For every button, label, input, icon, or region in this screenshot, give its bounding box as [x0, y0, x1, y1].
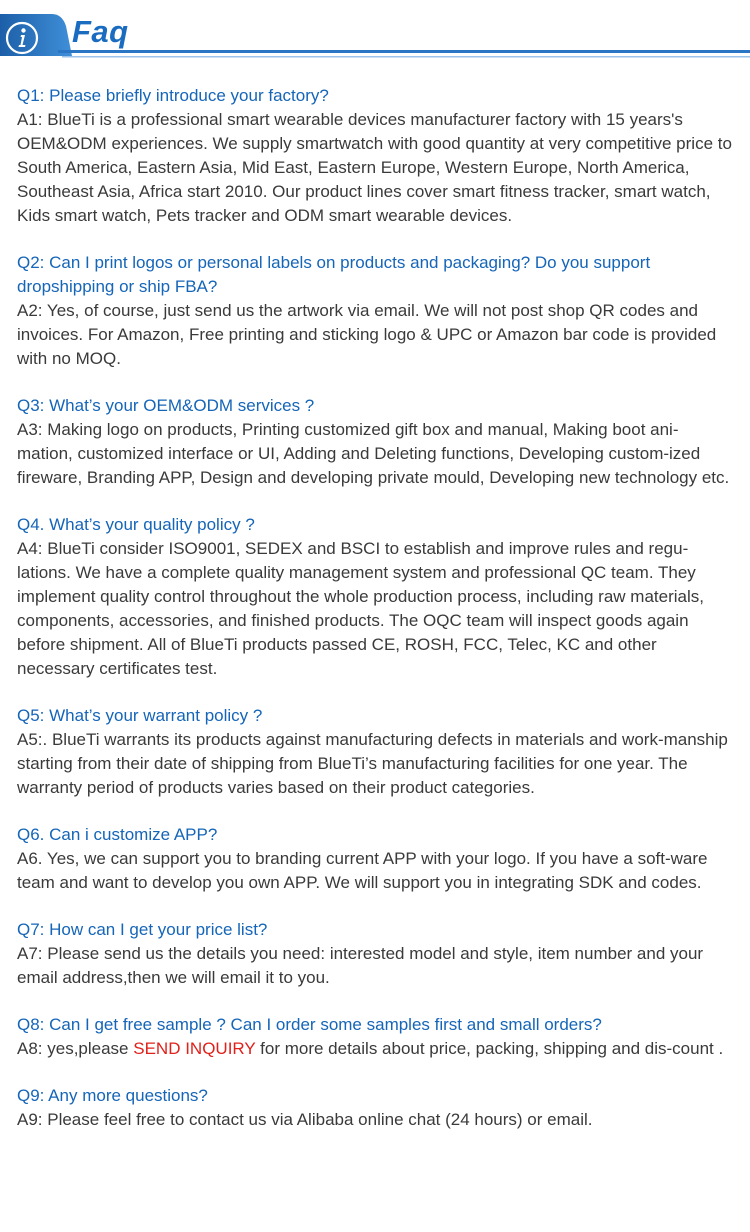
answer-text: A8: yes,please	[17, 1039, 134, 1058]
page-title: Faq	[72, 14, 129, 49]
send-inquiry-link[interactable]: SEND INQUIRY	[133, 1039, 256, 1058]
faq-item-9	[17, 1084, 733, 1132]
faq-list	[17, 84, 733, 1155]
faq-item-4	[17, 513, 733, 681]
faq-question: Q3: What’s your OEM&ODM services ?	[17, 396, 315, 415]
faq-question: Q6. Can i customize APP?	[17, 825, 218, 844]
faq-answer: A1: BlueTi is a professional smart wearable devices manufacturer factory with 15 years's OEM&ODM experiences. We supply smartwatch with good quantity at very competitive price to South America, Eastern Asia, Mid East, Eastern Europe, Western Europe, North America, Southeast Asia, Africa start 2010. Our product lines cover smart fitness tracker, smart watch, Kids smart watch, Pets tracker and ODM smart wearable devices.	[17, 110, 732, 225]
faq-item-1	[17, 84, 733, 228]
faq-question: Q8: Can I get free sample ? Can I order some samples first and small orders?	[17, 1015, 602, 1034]
faq-answer: A9: Please feel free to contact us via Alibaba online chat (24 hours) or email.	[17, 1110, 593, 1129]
faq-item-5	[17, 704, 733, 800]
info-icon	[4, 20, 40, 56]
faq-question: Q4. What’s your quality policy ?	[17, 515, 255, 534]
faq-question: Q2: Can I print logos or personal labels on products and packaging? Do you support dropshipping or ship FBA?	[17, 253, 651, 296]
faq-item-6	[17, 823, 733, 895]
answer-text: for more details about price, packing, shipping and dis-count .	[255, 1039, 724, 1058]
faq-answer: A4: BlueTi consider ISO9001, SEDEX and BSCI to establish and improve rules and regu-lations. We have a complete quality management system and professional QC team. They implement quality control throughout the whole production process, including raw materials, components, accessories, and finished products. The OQC team will inspect goods again before shipment. All of BlueTi products passed CE, ROSH, FCC, Telec, KC and other necessary certificates test.	[17, 539, 704, 678]
faq-answer: A3: Making logo on products, Printing customized gift box and manual, Making boot ani-mation, customized interface or UI, Adding and Deleting functions, Developing custom-ized fireware, Branding APP, Design and developing private mould, Developing new technology etc.	[17, 420, 730, 487]
faq-item-3	[17, 394, 733, 490]
faq-answer: A2: Yes, of course, just send us the artwork via email. We will not post shop QR codes and invoices. For Amazon, Free printing and sticking logo & UPC or Amazon bar code is provided with no MOQ.	[17, 301, 717, 368]
faq-question: Q5: What’s your warrant policy ?	[17, 706, 263, 725]
faq-answer	[17, 1037, 733, 1061]
faq-header	[0, 0, 750, 68]
faq-item-2	[17, 251, 733, 371]
faq-question: Q9: Any more questions?	[17, 1086, 208, 1105]
faq-answer: A5:. BlueTi warrants its products against manufacturing defects in materials and work-manship starting from their date of shipping from BlueTi’s manufacturing facilities for one year. The warranty period of products varies based on their product categories.	[17, 730, 728, 797]
faq-answer: A7: Please send us the details you need: interested model and style, item number and your email address,then we will email it to you.	[17, 944, 704, 987]
faq-item-7	[17, 918, 733, 990]
faq-item-8	[17, 1013, 733, 1061]
faq-question: Q1: Please briefly introduce your factory?	[17, 86, 329, 105]
faq-question: Q7: How can I get your price list?	[17, 920, 268, 939]
faq-answer: A6. Yes, we can support you to branding current APP with your logo. If you have a soft-ware team and want to develop you own APP. We will support you in integrating SDK and codes.	[17, 849, 708, 892]
